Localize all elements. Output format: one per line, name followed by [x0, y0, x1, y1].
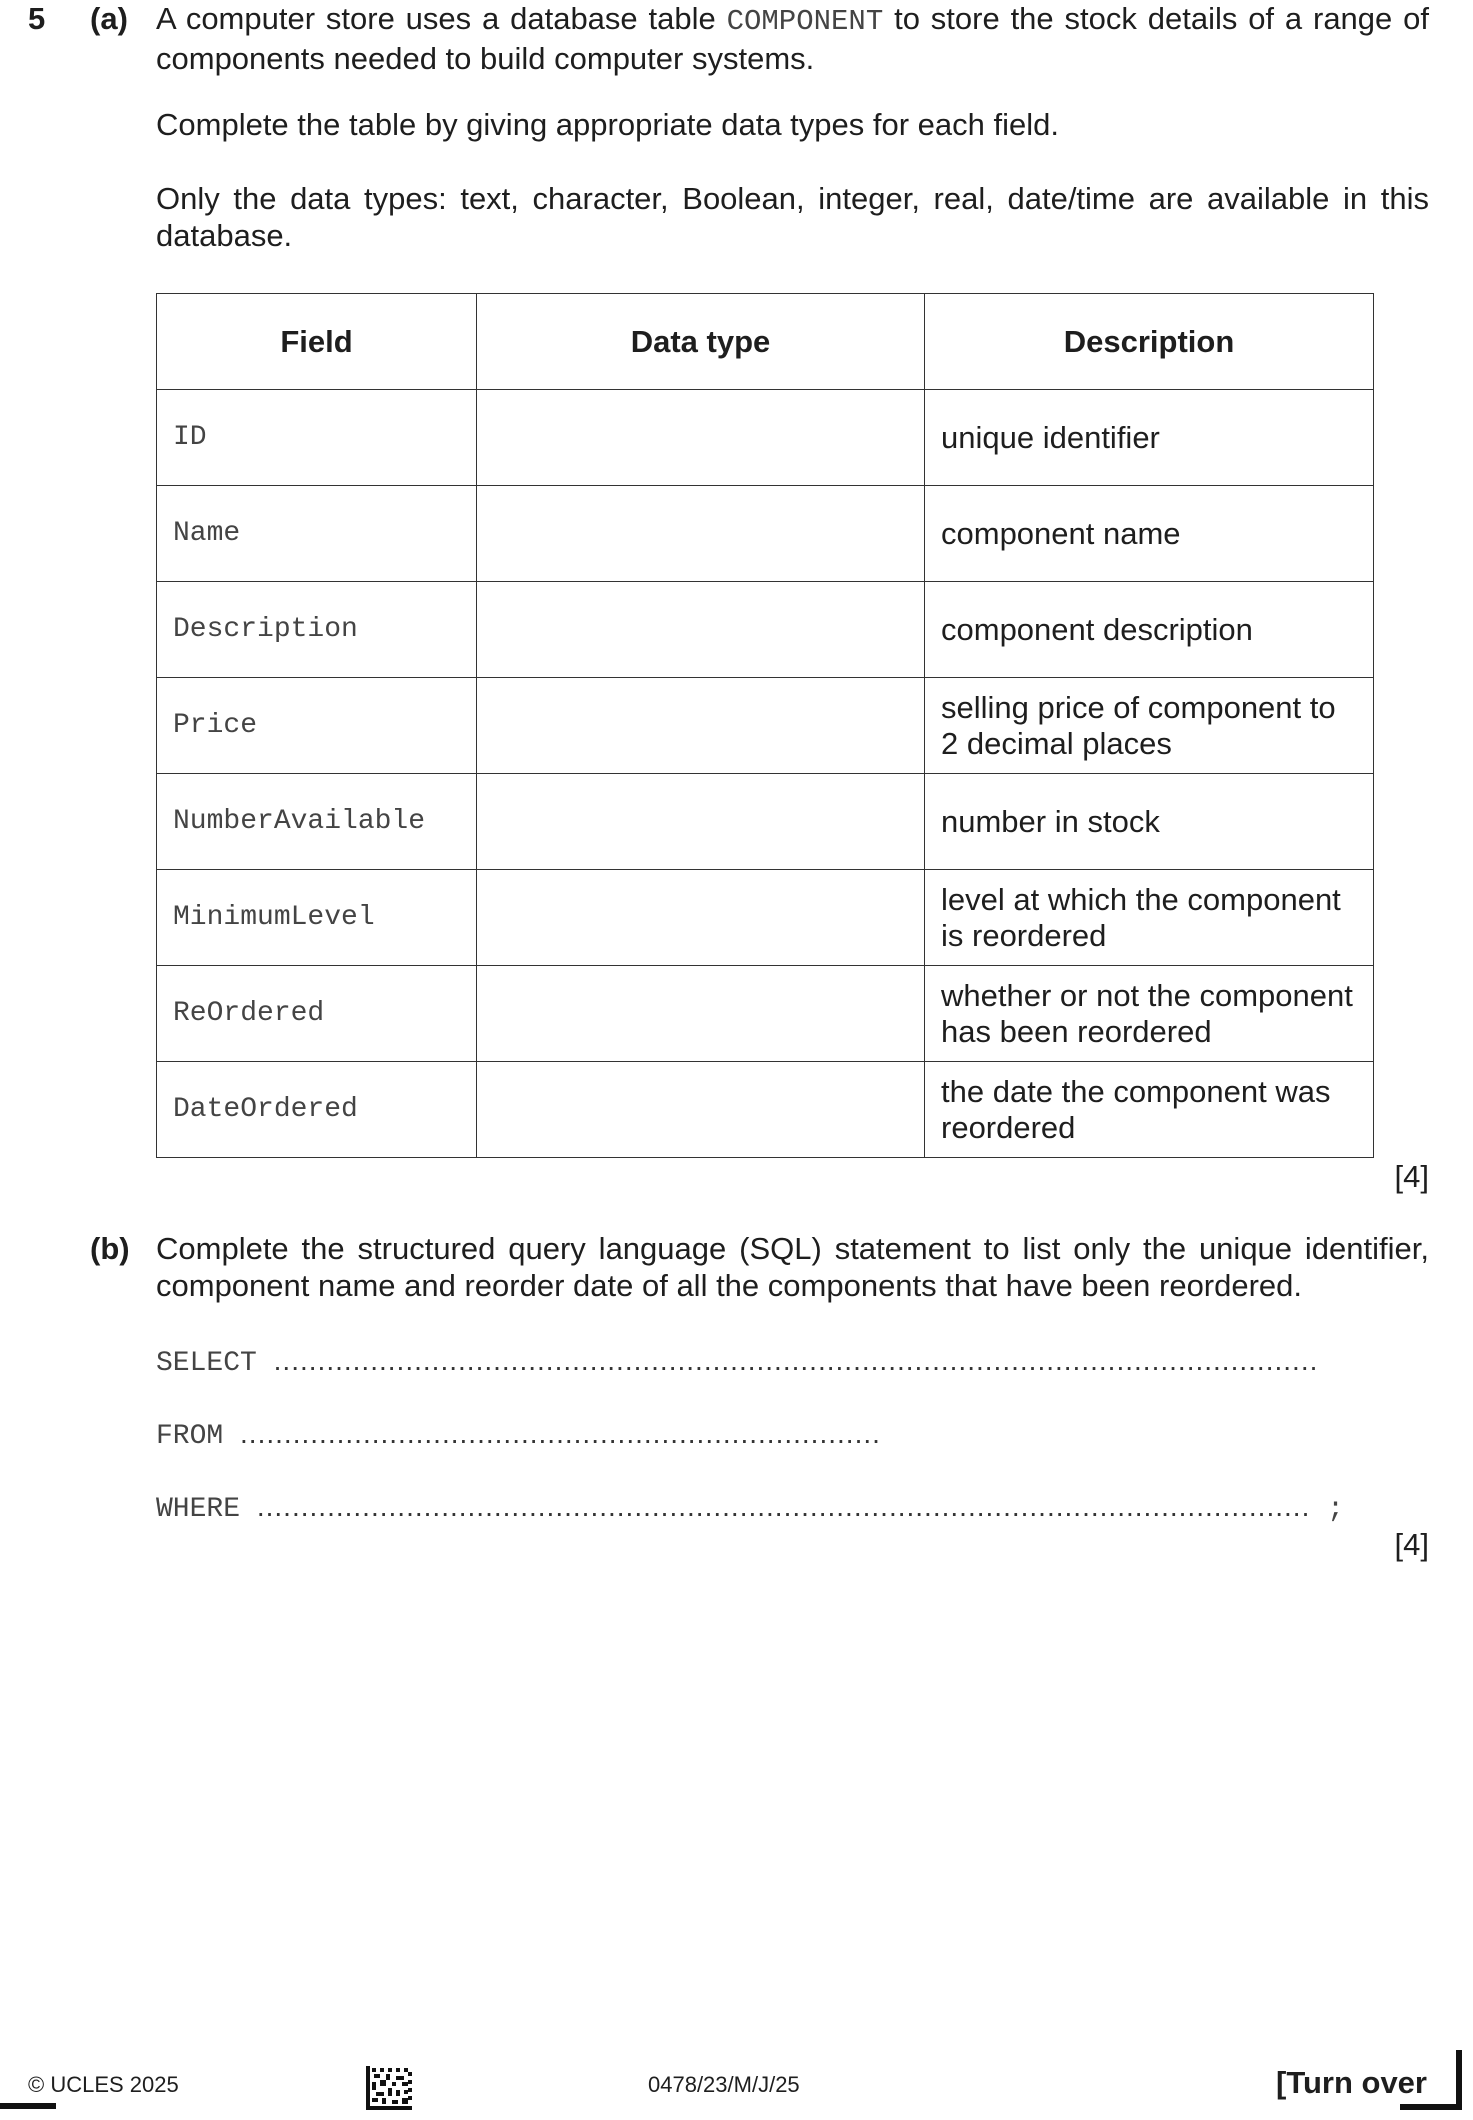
data-type-answer-cell[interactable] — [477, 390, 925, 486]
field-name: Price — [157, 678, 477, 774]
table-row — [157, 390, 1374, 486]
field-description: unique identifier — [925, 390, 1374, 486]
field-description: component description — [925, 582, 1374, 678]
part-a-instruction: Complete the table by giving appropriate data types for each field. — [156, 107, 1059, 142]
intro-text-before: A computer store uses a database table — [156, 1, 727, 36]
table-row — [157, 774, 1374, 870]
part-b-marks: [4] — [1394, 1527, 1429, 1562]
field-name: Name — [157, 486, 477, 582]
table-row — [157, 678, 1374, 774]
intro-text-after: to store the stock details of a range of components needed to build computer systems. — [156, 1, 1429, 76]
table-row — [157, 870, 1374, 966]
footer-copyright: © UCLES 2025 — [28, 2072, 179, 2097]
header-description: Description — [925, 294, 1374, 390]
sql-from-keyword: FROM — [156, 1421, 224, 1452]
data-type-answer-cell[interactable] — [477, 966, 925, 1062]
table-row — [157, 582, 1374, 678]
barcode-icon — [366, 2066, 412, 2110]
data-type-answer-cell[interactable] — [477, 1062, 925, 1158]
footer-corner-horizontal — [1400, 2104, 1462, 2110]
field-name: ID — [157, 390, 477, 486]
field-name: MinimumLevel — [157, 870, 477, 966]
footer-paper-code: 0478/23/M/J/25 — [648, 2072, 800, 2097]
part-a-marks: [4] — [1394, 1159, 1429, 1194]
sql-select-keyword: SELECT — [156, 1348, 257, 1379]
field-name: Description — [157, 582, 477, 678]
part-b-label: (b) — [90, 1231, 130, 1266]
part-a-types-note: Only the data types: text, character, Boolean, integer, real, date/time are available in this database. — [156, 181, 1429, 253]
field-description: selling price of component to 2 decimal places — [925, 678, 1374, 774]
data-type-answer-cell[interactable] — [477, 582, 925, 678]
data-type-answer-cell[interactable] — [477, 774, 925, 870]
field-description: number in stock — [925, 774, 1374, 870]
field-description: level at which the component is reordered — [925, 870, 1374, 966]
part-a-intro — [156, 0, 1429, 77]
field-description: the date the component was reordered — [925, 1062, 1374, 1158]
table-row — [157, 966, 1374, 1062]
turn-over-label: [Turn over — [1276, 2065, 1427, 2100]
field-description: component name — [925, 486, 1374, 582]
table-name-code: COMPONENT — [726, 5, 884, 38]
sql-where-line — [156, 1491, 1344, 1525]
table-row — [157, 1062, 1374, 1158]
sql-select-line — [156, 1345, 1318, 1379]
component-table — [156, 293, 1374, 1158]
data-type-answer-cell[interactable] — [477, 678, 925, 774]
header-data-type: Data type — [477, 294, 925, 390]
sql-from-line — [156, 1418, 881, 1452]
sql-where-keyword: WHERE — [156, 1494, 241, 1525]
sql-where-answer-line[interactable]: ........................................................................................................................ — [256, 1491, 1311, 1522]
data-type-answer-cell[interactable] — [477, 486, 925, 582]
part-a-label: (a) — [90, 1, 128, 36]
sql-terminator: ; — [1327, 1494, 1344, 1525]
field-name: NumberAvailable — [157, 774, 477, 870]
sql-from-answer-line[interactable]: ......................................................................... — [240, 1418, 881, 1449]
sql-select-answer-line[interactable]: ....................................................................................................................... — [273, 1345, 1319, 1376]
data-type-answer-cell[interactable] — [477, 870, 925, 966]
header-field: Field — [157, 294, 477, 390]
footer-left-rule — [0, 2103, 56, 2109]
part-b-text: Complete the structured query language (SQL) statement to list only the unique identifier, component name and reorder date of all the components that have been reordered. — [156, 1231, 1429, 1303]
footer-corner-vertical — [1456, 2050, 1462, 2110]
table-header-row — [157, 294, 1374, 390]
field-name: DateOrdered — [157, 1062, 477, 1158]
field-name: ReOrdered — [157, 966, 477, 1062]
question-number: 5 — [28, 1, 46, 36]
table-row — [157, 486, 1374, 582]
field-description: whether or not the component has been reordered — [925, 966, 1374, 1062]
